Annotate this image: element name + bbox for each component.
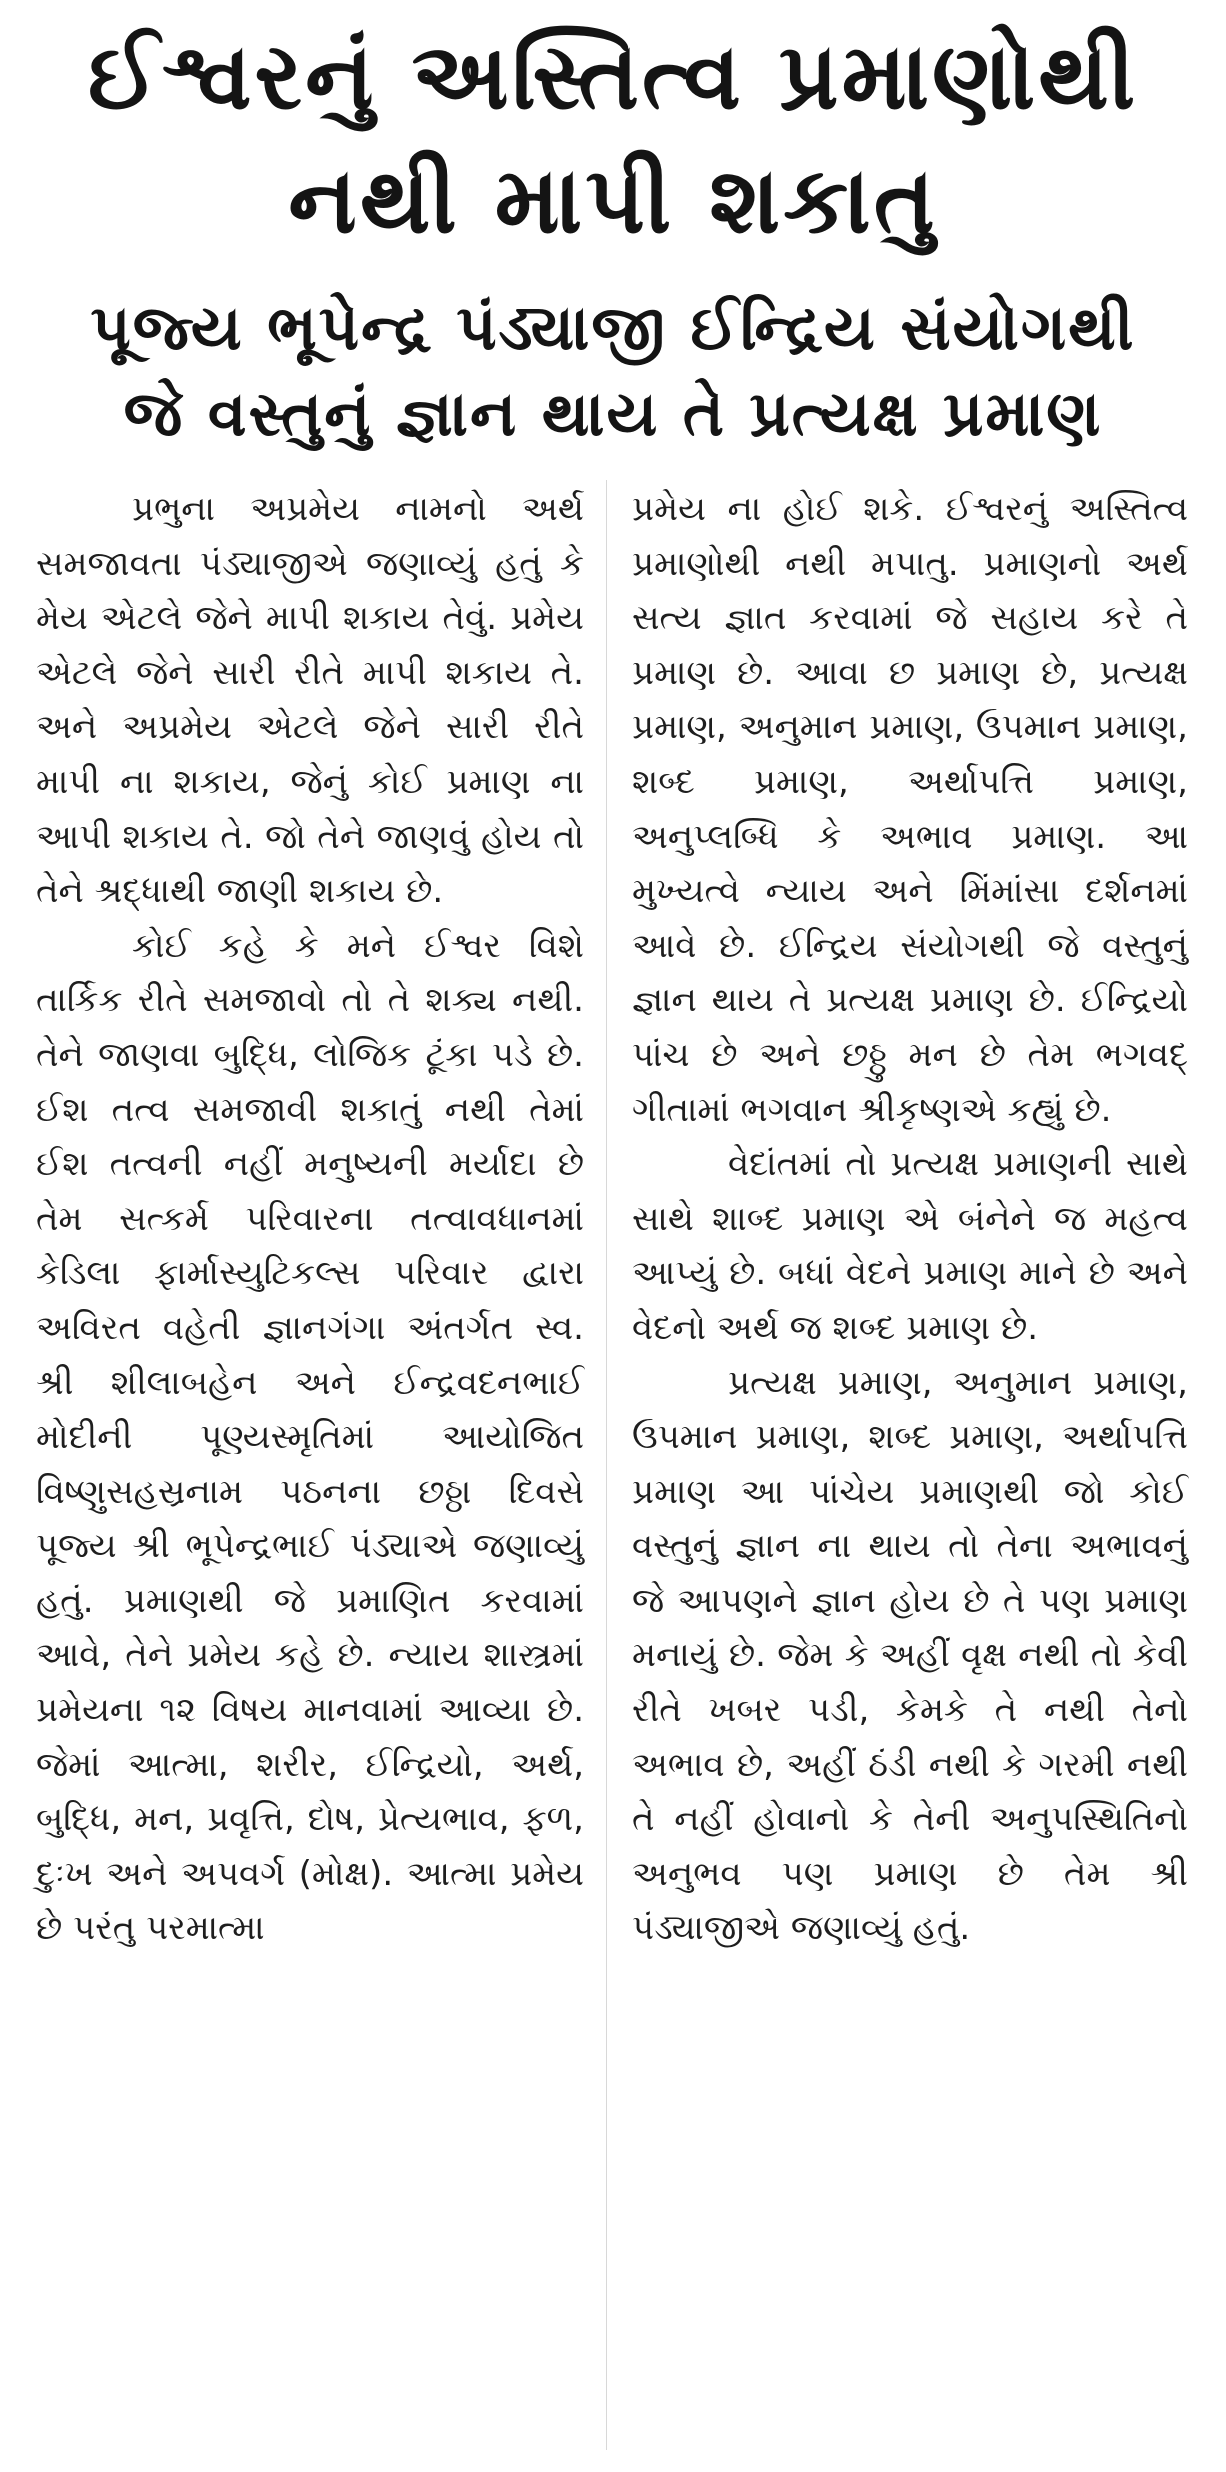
- headline-line-2: નથી માપી શકાતુ: [288, 147, 938, 254]
- subheadline-line-1: પૂજ્ય ભૂપેન્દ્ર પંડ્યાજી ઈન્દ્રિય સંયોગથી: [90, 291, 1136, 364]
- article-paragraph: કોઈ કહે કે મને ઈશ્વર વિશે તાર્કિક રીતે સમજાવો તો તે શક્ય નથી. તેને જાણવા બુદ્ધિ, લોજિક ટૂંકા પડે છે. ઈશ તત્વ સમજાવી શકાતું નથી તેમાં ઈશ તત્વની નહીં મનુષ્યની મર્યાદા છે તેમ સત્કર્મ પરિવારના તત્વાવધાનમાં કેડિલા ફાર્માસ્યુટિકલ્સ પરિવાર દ્વારા અવિરત વહેતી જ્ઞાનગંગા અંતર્ગત સ્વ. શ્રી શીલાબહેન અને ઈન્દ્રવદનભાઈ મોદીની પૂણ્યસ્મૃતિમાં આયોજિત વિષ્ણુસહસ્રનામ પઠનના છઠ્ઠા દિવસે પૂજ્ય શ્રી ભૂપેન્દ્રભાઈ પંડ્યાએ જણાવ્યું હતું. પ્રમાણથી જે પ્રમાણિત કરવામાં આવે, તેને પ્રમેય કહે છે. ન્યાય શાસ્ત્રમાં પ્રમેયના ૧૨ વિષય માનવામાં આવ્યા છે. જેમાં આત્મા, શરીર, ઈન્દ્રિયો, અર્થ, બુદ્ધિ, મન, પ્રવૃત્તિ, દોષ, પ્રેત્યભાવ, ફળ, દુઃખ અને અપવર્ગ (મોક્ષ). આત્મા પ્રમેય છે પરંતુ પરમાત્મા: [36, 925, 584, 1949]
- article-paragraph: પ્રત્યક્ષ પ્રમાણ, અનુમાન પ્રમાણ, ઉપમાન પ્રમાણ, શબ્દ પ્રમાણ, અર્થાપત્તિ પ્રમાણ આ પાંચેય પ્રમાણથી જો કોઈ વસ્તુનું જ્ઞાન ના થાય તો તેના અભાવનું જે આપણને જ્ઞાન હોય છે તે પણ પ્રમાણ મનાયું છે. જેમ કે અહીં વૃક્ષ નથી તો કેવી રીતે ખબર પડી, કેમકે તે નથી તેનો અભાવ છે, અહીં ઠંડી નથી કે ગરમી નથી તે નહીં હોવાનો કે તેની અનુપસ્થિતિનો અનુભવ પણ પ્રમાણ છે તેમ શ્રી પંડ્યાજીએ જણાવ્યું હતું.: [632, 1362, 1188, 1949]
- subheadline-line-2: જે વસ્તુનું જ્ઞાન થાય તે પ્રત્યક્ષ પ્રમાણ: [123, 377, 1103, 450]
- headline-line-1: ઈશ્વરનું અસ્તિત્વ પ્રમાણોથી: [87, 23, 1139, 130]
- article-paragraph: પ્રમેય ના હોઈ શકે. ઈશ્વરનું અસ્તિત્વ પ્રમાણોથી નથી મપાતુ. પ્રમાણનો અર્થ સત્ય જ્ઞાત કરવામાં જે સહાય કરે તે પ્રમાણ છે. આવા છ પ્રમાણ છે, પ્રત્યક્ષ પ્રમાણ, અનુમાન પ્રમાણ, ઉપમાન પ્રમાણ, શબ્દ પ્રમાણ, અર્થાપત્તિ પ્રમાણ, અનુપ્લબ્ધિ કે અભાવ પ્રમાણ. આ મુખ્યત્વે ન્યાય અને મિંમાંસા દર્શનમાં આવે છે. ઈન્દ્રિય સંયોગથી જે વસ્તુનું જ્ઞાન થાય તે પ્રત્યક્ષ પ્રમાણ છે. ઈન્દ્રિયો પાંચ છે અને છઠ્ઠુ મન છે તેમ ભગવદ્ ગીતામાં ભગવાન શ્રીકૃષ્ણએ કહ્યું છે.: [632, 489, 1188, 1130]
- column-divider: [606, 480, 607, 2450]
- article-left-column: [36, 482, 584, 1956]
- article-right-column: [632, 482, 1188, 1956]
- article-paragraph: વેદાંતમાં તો પ્રત્યક્ષ પ્રમાણની સાથે સાથે શાબ્દ પ્રમાણ એ બંનેને જ મહત્વ આપ્યું છે. બધાં વેદને પ્રમાણ માને છે અને વેદનો અર્થ જ શબ્દ પ્રમાણ છે.: [632, 1144, 1188, 1348]
- article-paragraph: પ્રભુના અપ્રમેય નામનો અર્થ સમજાવતા પંડ્યાજીએ જણાવ્યું હતું કે મેય એટલે જેને માપી શકાય તેવું. પ્રમેય એટલે જેને સારી રીતે માપી શકાય તે. અને અપ્રમેય એટલે જેને સારી રીતે માપી ના શકાય, જેનું કોઈ પ્રમાણ ના આપી શકાય તે. જો તેને જાણવું હોય તો તેને શ્રદ્ધાથી જાણી શકાય છે.: [36, 489, 584, 912]
